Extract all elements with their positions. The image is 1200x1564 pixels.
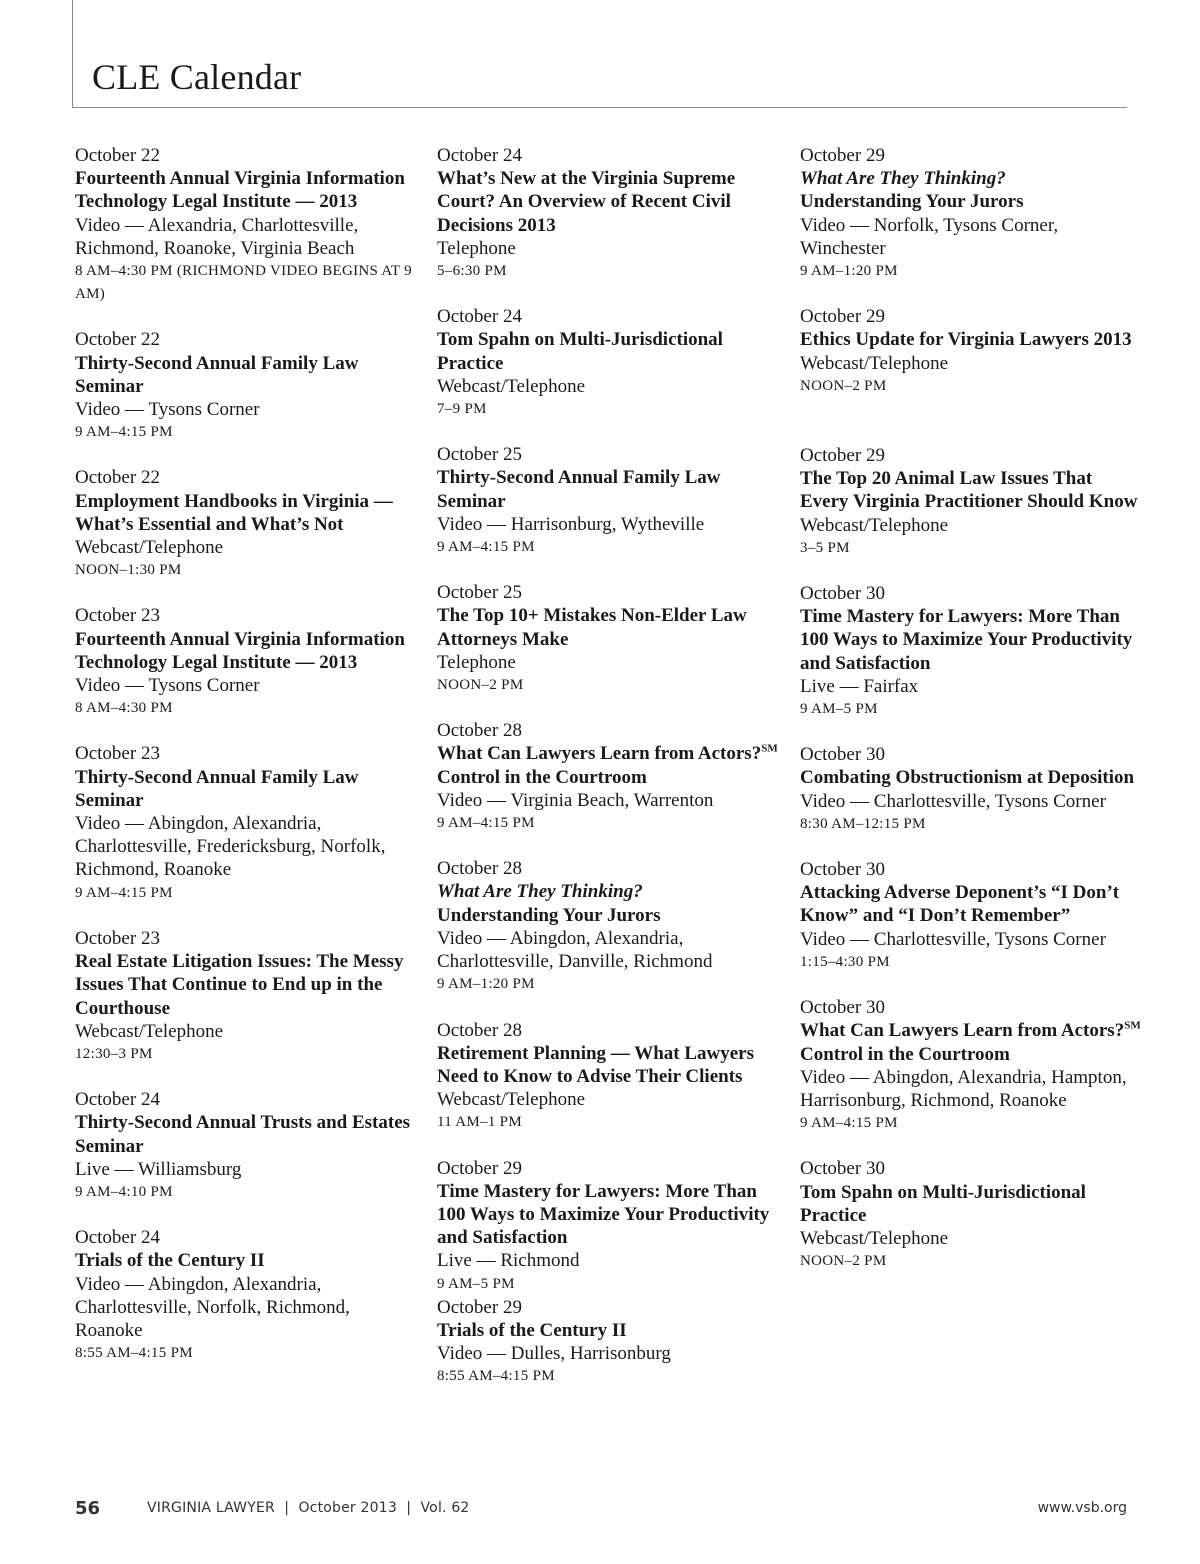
event-time: 9 AM–5 PM [800,701,878,718]
event-title: Time Mastery for Lawyers: More Than 100 Ways to Maximize Your Productivity and Satisfaction [800,606,1133,674]
event-date: October 29 [437,1296,522,1318]
magazine-issue-label: VIRGINIA LAWYER | October 2013 | Vol. 62 [147,1500,470,1516]
event-location: Live — Williamsburg [75,1158,242,1180]
event-time: 12:30–3 PM [75,1045,153,1062]
event-date: October 22 [75,467,160,489]
event-title [437,742,782,788]
event-location: Live — Fairfax [800,675,919,697]
service-mark-sup: SM [1124,1019,1141,1032]
event-location: Video — Harrisonburg, Wytheville [437,513,705,535]
event-title: What’s New at the Virginia Supreme Court? An Overview of Recent Civil Decisions 2013 [437,168,736,236]
event-time: 8:30 AM–12:15 PM [800,815,926,832]
page-title: CLE Calendar [92,57,302,97]
event-item [75,1226,420,1365]
service-mark-sup: SM [761,743,778,756]
event-title [800,1019,1145,1065]
event-location: Webcast/Telephone [800,1227,949,1249]
event-time: 1:15–4:30 PM [800,953,890,970]
event-item [75,742,420,904]
event-title: Thirty-Second Annual Family Law Seminar [75,766,359,811]
event-date: October 29 [800,445,885,467]
event-date: October 23 [75,605,160,627]
header-horizontal-rule [72,107,1127,108]
event-item [75,1088,420,1204]
event-location: Webcast/Telephone [437,375,586,397]
event-item [437,857,782,996]
event-title: Time Mastery for Lawyers: More Than 100 Ways to Maximize Your Productivity and Satisfaction [437,1180,770,1249]
event-title-main: What Can Lawyers Learn from Actors? [800,1020,1125,1042]
event-location: Webcast/Telephone [437,1089,586,1111]
event-location: Live — Richmond [437,1250,580,1272]
event-item [437,144,782,283]
event-location: Video — Charlottesville, Tysons Corner [800,928,1106,950]
event-time: 9 AM–4:15 PM [437,539,535,556]
event-location: Webcast/Telephone [800,514,949,536]
event-title: The Top 20 Animal Law Issues That Every Virginia Practitioner Should Know [800,468,1138,513]
event-title-main: What Can Lawyers Learn from Actors? [437,743,762,765]
event-date: October 30 [800,583,885,605]
event-title: Tom Spahn on Multi-Jurisdictional Practice [437,329,723,374]
calendar-column-1 [75,144,420,1387]
event-title: Thirty-Second Annual Trusts and Estates Seminar [75,1112,411,1157]
event-title: Fourteenth Annual Virginia Information Technology Legal Institute — 2013 [75,628,405,673]
event-item [75,927,420,1066]
event-location: Video — Abingdon, Alexandria, Charlottesville, Fredericksburg, Norfolk, Richmond, Roanoke [75,813,386,881]
event-time: 8:55 AM–4:15 PM [75,1345,193,1362]
calendar-column-2 [437,144,782,1411]
event-location: Video — Tysons Corner [75,675,260,697]
event-time: NOON–1:30 PM [75,562,182,579]
event-location: Video — Charlottesville, Tysons Corner [800,790,1106,812]
event-date: October 24 [75,1227,160,1249]
page-number: 56 [75,1498,101,1519]
event-time: 7–9 PM [437,401,487,418]
event-date: October 30 [800,997,885,1019]
event-title: The Top 10+ Mistakes Non-Elder Law Attorneys Make [437,605,747,650]
event-time: 9 AM–4:10 PM [75,1183,173,1200]
event-title-rest: Control in the Courtroom [437,766,647,788]
event-date: October 23 [75,743,160,765]
event-date: October 29 [437,1157,522,1179]
event-time: 9 AM–4:15 PM [437,815,535,832]
event-item [800,444,1145,560]
event-item [437,1296,782,1389]
event-time: 9 AM–5 PM [437,1275,515,1292]
event-date: October 25 [437,582,522,604]
event-location: Video — Tysons Corner [75,399,260,421]
event-item [437,443,782,559]
event-item [437,1019,782,1135]
page-footer [75,1500,1127,1524]
event-item [437,305,782,421]
event-date: October 30 [800,744,885,766]
event-time: NOON–2 PM [437,677,524,694]
event-time: NOON–2 PM [800,377,887,394]
event-location: Video — Norfolk, Tysons Corner, Winchester [800,214,1059,259]
event-title: Thirty-Second Annual Family Law Seminar [437,467,721,512]
event-date: October 22 [75,329,160,351]
event-date: October 30 [800,1158,885,1180]
event-location: Webcast/Telephone [75,537,224,559]
event-title: Tom Spahn on Multi-Jurisdictional Practice [800,1181,1086,1226]
event-item [800,582,1145,721]
event-item [437,581,782,697]
event-title: Real Estate Litigation Issues: The Messy Issues That Continue to End up in the Courthouse [75,951,404,1019]
event-item [75,144,420,306]
event-title: Trials of the Century II [437,1319,627,1341]
event-time: 9 AM–4:15 PM [75,424,173,441]
event-date: October 23 [75,927,160,949]
event-location: Video — Alexandria, Charlottesville, Richmond, Roanoke, Virginia Beach [75,214,359,259]
event-item [75,604,420,720]
event-item [800,996,1145,1135]
event-time: 9 AM–4:15 PM [800,1115,898,1132]
event-time: 5–6:30 PM [437,263,507,280]
event-title: Understanding Your Jurors [437,904,661,926]
event-item [437,1157,782,1296]
event-item [800,858,1145,974]
event-location: Telephone [437,651,516,673]
calendar-column-3 [800,144,1145,1295]
event-location: Video — Abingdon, Alexandria, Hampton, Harrisonburg, Richmond, Roanoke [800,1066,1127,1111]
event-date: October 24 [437,145,522,166]
event-location: Video — Abingdon, Alexandria, Charlottesville, Norfolk, Richmond, Roanoke [75,1273,350,1341]
event-title: Employment Handbooks in Virginia — What’s Essential and What’s Not [75,490,393,535]
event-item [800,305,1145,398]
event-title: Thirty-Second Annual Family Law Seminar [75,352,359,397]
event-date: October 28 [437,858,522,880]
event-date: October 29 [800,306,885,328]
website-url: www.vsb.org [1037,1500,1127,1516]
event-date: October 29 [800,145,885,166]
event-time: 11 AM–1 PM [437,1114,522,1131]
event-title-italic: What Are They Thinking? [437,881,643,903]
event-location: Webcast/Telephone [75,1020,224,1042]
event-time: 8 AM–4:30 PM (RICHMOND VIDEO BEGINS AT 9 AM) [75,263,412,303]
event-date: October 28 [437,720,522,742]
event-title-italic: What Are They Thinking? [800,168,1006,190]
event-time: 8:55 AM–4:15 PM [437,1368,555,1385]
event-date: October 30 [800,859,885,881]
event-date: October 22 [75,145,160,166]
event-time: 9 AM–4:15 PM [75,884,173,901]
event-location: Video — Virginia Beach, Warrenton [437,789,714,811]
event-date: October 24 [75,1089,160,1111]
event-time: 9 AM–1:20 PM [437,976,535,993]
event-date: October 25 [437,444,522,466]
event-location: Video — Dulles, Harrisonburg [437,1343,671,1365]
event-title: Retirement Planning — What Lawyers Need to Know to Advise Their Clients [437,1042,755,1087]
event-title: Trials of the Century II [75,1250,265,1272]
event-item [800,144,1145,283]
event-title-rest: Control in the Courtroom [800,1043,1010,1065]
event-time: 3–5 PM [800,539,850,556]
event-title: Attacking Adverse Deponent’s “I Don’t Know” and “I Don’t Remember” [800,882,1120,927]
event-title: Fourteenth Annual Virginia Information Technology Legal Institute — 2013 [75,168,405,213]
event-location: Telephone [437,237,516,259]
header-vertical-rule [72,0,73,108]
event-title: Ethics Update for Virginia Lawyers 2013 [800,329,1132,351]
event-item [75,328,420,444]
event-item [800,743,1145,836]
event-time: 8 AM–4:30 PM [75,700,173,717]
event-location: Video — Abingdon, Alexandria, Charlottesville, Danville, Richmond [437,927,713,973]
event-date: October 28 [437,1019,522,1041]
event-item [437,719,782,835]
event-date: October 24 [437,306,522,328]
event-item [800,1157,1145,1273]
event-title: Combating Obstructionism at Deposition [800,767,1135,789]
event-time: NOON–2 PM [800,1253,887,1270]
event-time: 9 AM–1:20 PM [800,263,898,280]
event-location: Webcast/Telephone [800,352,949,374]
event-item [75,466,420,582]
event-title: Understanding Your Jurors [800,191,1024,213]
